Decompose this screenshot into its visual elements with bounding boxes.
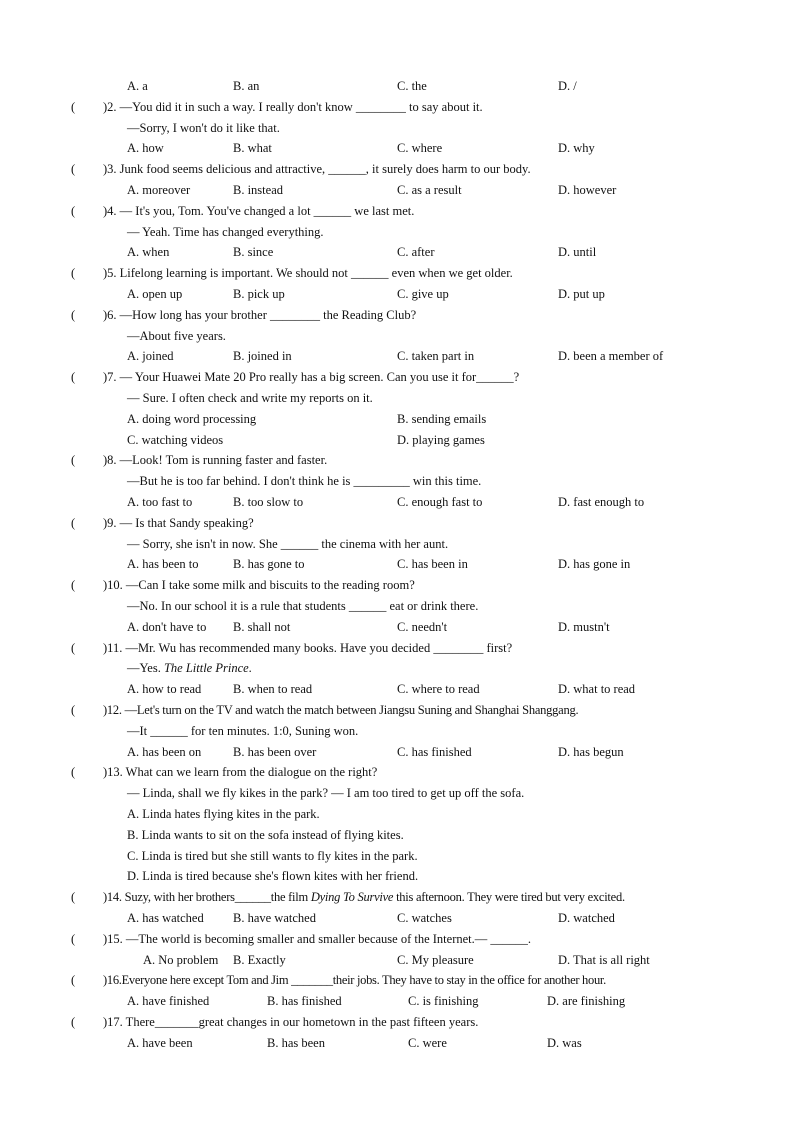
q8-options: [0, 494, 794, 510]
q4-reply: — Yeah. Time has changed everything.: [127, 225, 324, 239]
answer-bracket: (: [71, 578, 76, 592]
q6-stem: )6. —How long has your brother ________ the Reading Club?: [103, 308, 417, 322]
q15-option-a: A. No problem: [143, 953, 219, 967]
q2-option-b: B. what: [233, 141, 272, 155]
q8-option-d: D. fast enough to: [558, 495, 645, 509]
q7-option-d: D. playing games: [397, 433, 485, 447]
q5-option-d: D. put up: [558, 287, 605, 301]
q10-option-c: C. needn't: [397, 620, 448, 634]
q11-reply-prefix: —Yes.: [127, 661, 164, 675]
q15-option-d: D. That is all right: [558, 953, 650, 967]
q14-option-c: C. watches: [397, 911, 452, 925]
q3-option-d: D. however: [558, 183, 617, 197]
q1-option-b: B. an: [233, 79, 260, 93]
q17-option-d: D. was: [547, 1036, 582, 1050]
q8-option-a: A. too fast to: [127, 495, 193, 509]
answer-bracket: (: [71, 973, 76, 987]
q4-option-a: A. when: [127, 245, 170, 259]
q7-option-b: B. sending emails: [397, 412, 487, 426]
q11-stem: )11. —Mr. Wu has recommended many books. Have you decided ________ first?: [103, 641, 513, 655]
q15-option-c: C. My pleasure: [397, 953, 474, 967]
q4-option-c: C. after: [397, 245, 435, 259]
q6-options: [0, 348, 794, 364]
q12-reply: —It ______ for ten minutes. 1:0, Suning won.: [127, 724, 359, 738]
q7-option-a: A. doing word processing: [127, 412, 257, 426]
answer-bracket: (: [71, 641, 76, 655]
answer-bracket: (: [71, 453, 76, 467]
q13-option-c: C. Linda is tired but she still wants to fly kites in the park.: [127, 849, 418, 863]
q11-book-title: The Little Prince: [163, 661, 249, 675]
q8-reply: —But he is too far behind. I don't think he is _________ win this time.: [127, 474, 482, 488]
q11-option-b: B. when to read: [233, 682, 313, 696]
q16-stem: )16.Everyone here except Tom and Jim _______their jobs. They have to stay in the office for another hour.: [103, 973, 606, 987]
q15-stem: )15. —The world is becoming smaller and smaller because of the Internet.— ______.: [103, 932, 532, 946]
q14-options: [0, 910, 794, 926]
q1-option-a: A. a: [127, 79, 148, 93]
q7-reply: — Sure. I often check and write my reports on it.: [127, 391, 373, 405]
q16-option-a: A. have finished: [127, 994, 210, 1008]
q5-option-b: B. pick up: [233, 287, 285, 301]
q12-option-d: D. has begun: [558, 745, 624, 759]
q6-option-d: D. been a member of: [558, 349, 664, 363]
q17-options: [0, 1035, 794, 1051]
q9-option-b: B. has gone to: [233, 557, 305, 571]
q9-option-d: D. has gone in: [558, 557, 631, 571]
q2-option-d: D. why: [558, 141, 595, 155]
q14-film-title: Dying To Survive: [310, 890, 394, 904]
answer-bracket: (: [71, 1015, 76, 1029]
q6-option-c: C. taken part in: [397, 349, 475, 363]
q4-option-d: D. until: [558, 245, 597, 259]
q13-option-b: B. Linda wants to sit on the sofa instead of flying kites.: [127, 828, 404, 842]
q12-options: [0, 744, 794, 760]
q4-option-b: B. since: [233, 245, 274, 259]
q11-reply-suffix: .: [248, 661, 252, 675]
answer-bracket: (: [71, 162, 76, 176]
q12-stem: )12. —Let's turn on the TV and watch the match between Jiangsu Suning and Shanghai Shanggang.: [103, 703, 579, 717]
q3-options: [0, 182, 794, 198]
answer-bracket: (: [71, 100, 76, 114]
q10-options: [0, 619, 794, 635]
q14-stem: [103, 889, 625, 905]
answer-bracket: (: [71, 370, 76, 384]
q14-option-d: D. watched: [558, 911, 615, 925]
q6-reply: —About five years.: [127, 329, 226, 343]
q12-option-c: C. has finished: [397, 745, 472, 759]
q14-option-a: A. has watched: [127, 911, 204, 925]
q16-option-d: D. are finishing: [547, 994, 626, 1008]
q6-option-b: B. joined in: [233, 349, 292, 363]
answer-bracket: (: [71, 765, 76, 779]
q3-option-b: B. instead: [233, 183, 283, 197]
q16-options: [0, 993, 794, 1009]
q11-option-c: C. where to read: [397, 682, 480, 696]
q16-option-b: B. has finished: [267, 994, 342, 1008]
q11-reply: [127, 660, 252, 676]
q15-option-b: B. Exactly: [233, 953, 286, 967]
q17-option-a: A. have been: [127, 1036, 193, 1050]
q1-option-d: D. /: [558, 79, 577, 93]
q2-option-c: C. where: [397, 141, 443, 155]
answer-bracket: (: [71, 703, 76, 717]
q9-stem: )9. — Is that Sandy speaking?: [103, 516, 254, 530]
q9-option-c: C. has been in: [397, 557, 468, 571]
q1-option-c: C. the: [397, 79, 427, 93]
q12-option-a: A. has been on: [127, 745, 202, 759]
q11-options: [0, 681, 794, 697]
q13-stem: )13. What can we learn from the dialogue on the right?: [103, 765, 378, 779]
q13-option-a: A. Linda hates flying kites in the park.: [127, 807, 320, 821]
q8-option-c: C. enough fast to: [397, 495, 483, 509]
q11-option-d: D. what to read: [558, 682, 636, 696]
q10-stem: )10. —Can I take some milk and biscuits to the reading room?: [103, 578, 415, 592]
q3-stem: )3. Junk food seems delicious and attractive, ______, it surely does harm to our body.: [103, 162, 531, 176]
answer-bracket: (: [71, 890, 76, 904]
q2-option-a: A. how: [127, 141, 164, 155]
q14-stem-prefix: )14. Suzy, with her brothers______the film: [103, 890, 311, 904]
q6-option-a: A. joined: [127, 349, 174, 363]
q4-stem: )4. — It's you, Tom. You've changed a lot ______ we last met.: [103, 204, 415, 218]
answer-bracket: (: [71, 516, 76, 530]
q11-option-a: A. how to read: [127, 682, 202, 696]
q16-option-c: C. is finishing: [408, 994, 479, 1008]
q14-stem-suffix: this afternoon. They were tired but very excited.: [393, 890, 625, 904]
q2-options: [0, 140, 794, 156]
q14-option-b: B. have watched: [233, 911, 316, 925]
q17-stem: )17. There_______great changes in our hometown in the past fifteen years.: [103, 1015, 479, 1029]
q9-options: [0, 556, 794, 572]
q1-options: [0, 78, 794, 94]
q12-option-b: B. has been over: [233, 745, 317, 759]
q2-stem: )2. —You did it in such a way. I really don't know ________ to say about it.: [103, 100, 483, 114]
q10-option-b: B. shall not: [233, 620, 291, 634]
q13-option-d: D. Linda is tired because she's flown kites with her friend.: [127, 869, 419, 883]
answer-bracket: (: [71, 266, 76, 280]
q5-option-c: C. give up: [397, 287, 449, 301]
q17-option-c: C. were: [408, 1036, 447, 1050]
q17-option-b: B. has been: [267, 1036, 325, 1050]
q10-reply: —No. In our school it is a rule that students ______ eat or drink there.: [127, 599, 479, 613]
q8-option-b: B. too slow to: [233, 495, 304, 509]
q3-option-a: A. moreover: [127, 183, 191, 197]
q15-options: [0, 952, 794, 968]
answer-bracket: (: [71, 204, 76, 218]
q9-reply: — Sorry, she isn't in now. She ______ the cinema with her aunt.: [127, 537, 449, 551]
q5-option-a: A. open up: [127, 287, 183, 301]
q3-option-c: C. as a result: [397, 183, 462, 197]
answer-bracket: (: [71, 308, 76, 322]
q2-reply: —Sorry, I won't do it like that.: [127, 121, 280, 135]
answer-bracket: (: [71, 932, 76, 946]
q10-option-a: A. don't have to: [127, 620, 207, 634]
q7-option-c: C. watching videos: [127, 433, 224, 447]
q8-stem: )8. —Look! Tom is running faster and faster.: [103, 453, 328, 467]
q13-dialogue: — Linda, shall we fly kikes in the park? — I am too tired to get up off the sofa.: [127, 786, 525, 800]
q4-options: [0, 244, 794, 260]
q7-options-row2: [0, 432, 794, 448]
q10-option-d: D. mustn't: [558, 620, 610, 634]
q7-stem: )7. — Your Huawei Mate 20 Pro really has a big screen. Can you use it for______?: [103, 370, 520, 384]
q5-stem: )5. Lifelong learning is important. We should not ______ even when we get older.: [103, 266, 513, 280]
q7-options-row1: [0, 411, 794, 427]
q5-options: [0, 286, 794, 302]
q9-option-a: A. has been to: [127, 557, 199, 571]
